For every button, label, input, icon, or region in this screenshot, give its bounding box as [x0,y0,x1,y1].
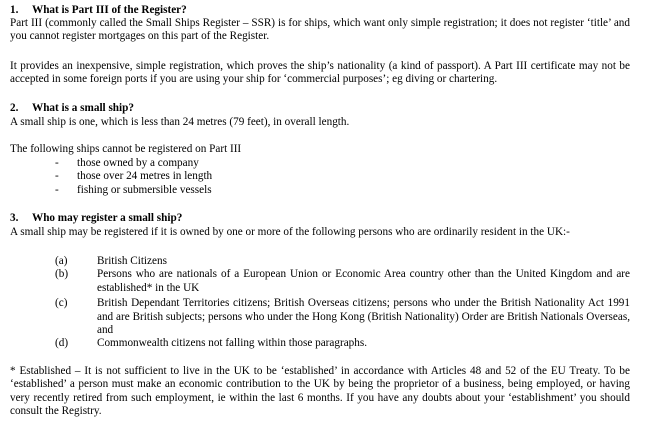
list-item [55,170,212,183]
section-title: What is Part III of the Register? [32,4,187,16]
list-item [55,297,630,337]
section-1-paragraph-2: It provides an inexpensive, simple registration, which proves the ship’s nationality (a kind of passport). A Part III certificate may not be accepted in some foreign ports if you are using your ship for ‘commercial purposes’; eg diving or chartering. [10,60,630,86]
list-item-text: those owned by a company [77,157,199,169]
list-dash: - [55,170,59,183]
section-1-paragraph-1: Part III (commonly called the Small Ships Register – SSR) is for ships, which want only simple registration; it does not register ‘title’ and you cannot register mortgages on this part of the Register. [10,17,630,43]
list-item [55,255,630,268]
list-item [55,157,212,170]
list-item [55,337,630,350]
list-item-text: British Dependant Territories citizens; British Overseas citizens; persons who under the British Nationality Act 1991 and are British subjects; persons who under the Hong Kong (British Nationality) Order are British Nationals Overseas, and [97,297,630,337]
section-2-paragraph-1: A small ship is one, which is less than 24 metres (79 feet), in overall length. [10,116,350,128]
section-number: 2. [10,102,19,114]
list-item-key: (c) [55,297,68,310]
footnote: * Established – It is not sufficient to live in the UK to be ‘established’ in accordance with Articles 48 and 52 of the EU Treaty. To be ‘established’ a person must make an economic contribution to the UK by being the proprietor of a business, being employed, or having very recently retired from such employment, ie within the last 6 months. If you have any doubts about your ‘establishment’ you should consult the Registry. [10,365,630,418]
list-item-text: Persons who are nationals of a European Union or Economic Area country other than the United Kingdom and are established* in the UK [97,268,630,294]
list-item [55,268,630,295]
section-3-paragraph-1: A small ship may be registered if it is owned by one or more of the following persons who are ordinarily resident in the UK:- [10,226,570,238]
section-1-heading [10,4,630,17]
section-number: 3. [10,212,19,224]
list-item-key: (b) [55,268,69,281]
list-item-key: (d) [55,337,69,350]
eligible-persons-list [55,255,630,351]
section-3-heading [10,212,630,225]
section-title: What is a small ship? [32,102,134,114]
list-item [55,184,212,197]
section-2-paragraph-2: The following ships cannot be registered on Part III [10,143,242,155]
excluded-ships-list [55,157,212,197]
list-dash: - [55,157,59,169]
list-item-text: those over 24 metres in length [77,170,213,183]
list-item-text: Commonwealth citizens not falling within those paragraphs. [97,337,367,350]
section-title: Who may register a small ship? [32,212,183,224]
section-2-heading [10,102,630,115]
list-dash: - [55,183,59,196]
list-item-key: (a) [55,255,68,267]
list-item-text: fishing or submersible vessels [77,183,212,196]
section-number: 1. [10,4,19,16]
list-item-text: British Citizens [97,255,167,267]
